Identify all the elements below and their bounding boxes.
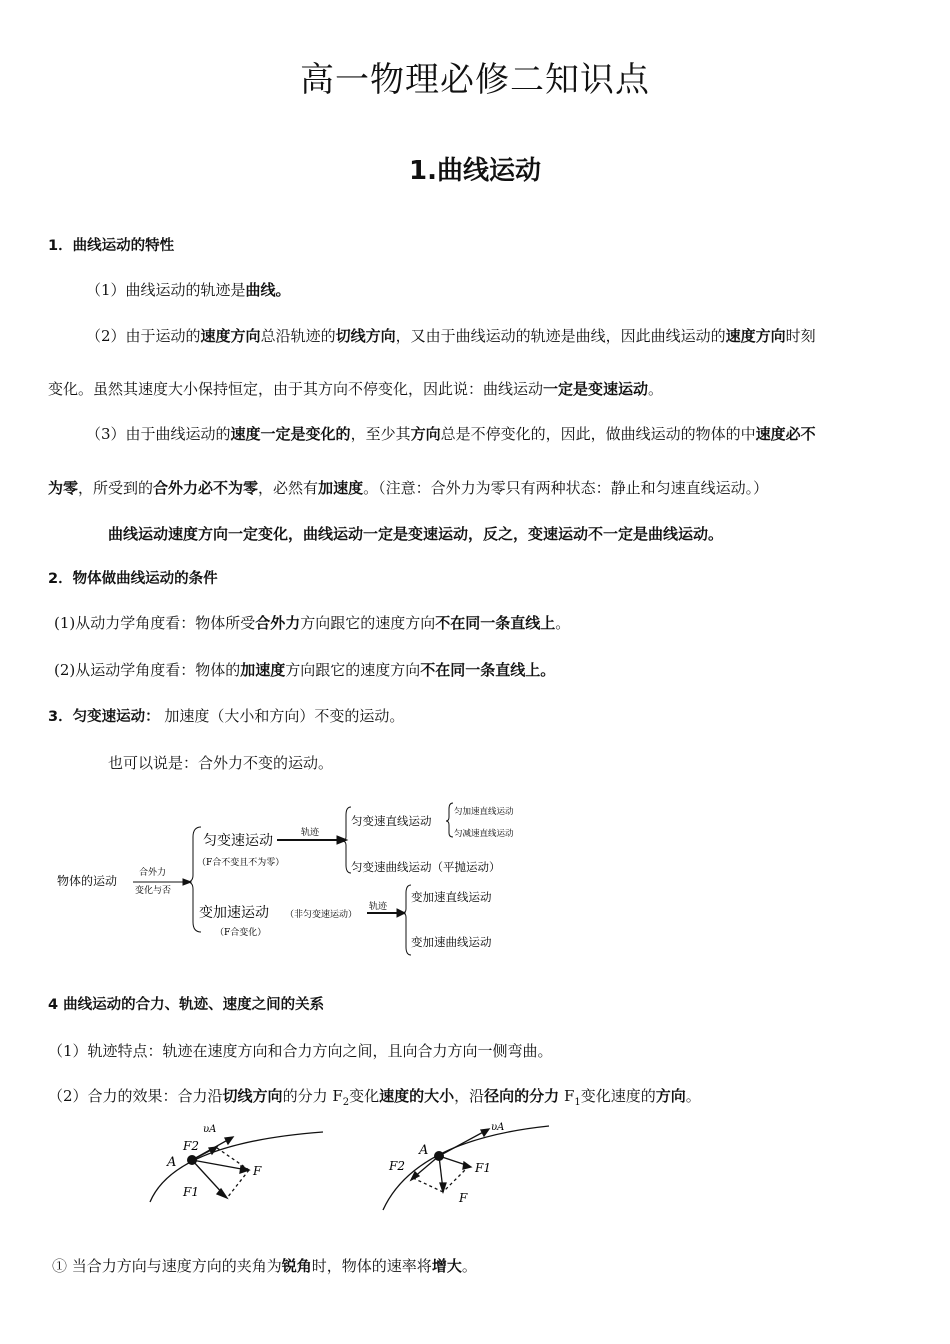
section-3-line-2: 也可以说是：合外力不变的运动。	[108, 754, 334, 772]
s2-item-1	[54, 612, 570, 633]
text: 。	[461, 1257, 477, 1275]
tree-nonuniform-arrow: 轨迹	[369, 902, 388, 912]
emphasis: 方向	[410, 425, 441, 443]
emphasis: 加速度	[318, 479, 364, 497]
tree-uniform: 匀变速运动	[203, 833, 273, 849]
s4-item-2	[48, 1085, 701, 1108]
label-a: A	[167, 1155, 177, 1170]
tree-nonuniform-note: （非匀变速运动）	[285, 910, 358, 920]
tree-uniform-note: （F合不变且不为零）	[197, 858, 285, 868]
force-diagram-obtuse	[375, 1118, 555, 1213]
emphasis: 径向的分力	[484, 1087, 560, 1105]
text: （1）曲线运动的轨迹是	[86, 281, 246, 299]
text: ，必然有	[258, 479, 319, 497]
text: 。	[555, 614, 571, 632]
label-f1: F1	[475, 1161, 491, 1175]
label-f: F	[253, 1164, 262, 1178]
emphasis: 一定是变速运动	[543, 380, 649, 398]
tree-n-curve: 变加速曲线运动	[411, 935, 492, 949]
text: 变化	[349, 1087, 380, 1105]
page-title: 高一物理必修二知识点	[300, 60, 650, 100]
section-4-heading: 4 曲线运动的合力、轨迹、速度之间的关系	[48, 997, 325, 1013]
motion-classification-tree	[55, 797, 545, 962]
emphasis: 合外力必不为零	[153, 479, 259, 497]
emphasis: 速度方向	[725, 327, 786, 345]
label-f2: F2	[183, 1139, 199, 1153]
emphasis: 不在同一条直线上	[435, 614, 556, 632]
tree-uniform-arrow: 轨迹	[301, 828, 320, 838]
s1-paragraph-3-line-1	[86, 423, 816, 444]
text: ，所受到的	[78, 479, 154, 497]
point-a-dot	[434, 1151, 444, 1161]
emphasis: 曲线。	[245, 281, 291, 299]
label-f: F	[459, 1191, 468, 1205]
text: 。	[685, 1087, 701, 1105]
emphasis: 速度一定是变化的	[230, 425, 351, 443]
s4-item-1: （1）轨迹特点：轨迹在速度方向和合力方向之间，且向合力方向一侧弯曲。	[48, 1042, 553, 1060]
text: 加速度（大小和方向）不变的运动。	[159, 707, 405, 725]
emphasis: 增大	[431, 1257, 462, 1275]
s1-paragraph-2-line-1	[86, 325, 816, 346]
s1-paragraph-1	[86, 279, 291, 300]
emphasis: 锐角	[281, 1257, 312, 1275]
emphasis: 切线方向	[335, 327, 396, 345]
subscript: 2	[342, 1097, 350, 1108]
point-a-dot	[187, 1155, 197, 1165]
text: ① 当合力方向与速度方向的夹角为	[52, 1257, 282, 1275]
text: （2）由于运动的	[86, 327, 201, 345]
emphasis: 不在同一条直线上。	[420, 661, 556, 679]
s1-paragraph-3-line-2	[48, 477, 768, 498]
text: ，至少其	[350, 425, 411, 443]
text: （3）由于曲线运动的	[86, 425, 231, 443]
text: 总沿轨迹的	[260, 327, 336, 345]
text: 时，物体的速率将	[311, 1257, 432, 1275]
label-f1: F1	[183, 1185, 199, 1199]
label-va: υA	[203, 1124, 217, 1135]
emphasis: 加速度	[240, 661, 286, 679]
tree-arrow-top: 合外力	[139, 868, 167, 878]
label-f2: F2	[389, 1159, 405, 1173]
tree-nonuniform: 变加速运动	[199, 905, 269, 921]
text: 方向跟它的速度方向	[300, 614, 436, 632]
label-va: υA	[491, 1122, 505, 1133]
text: 。	[648, 380, 664, 398]
text: F	[559, 1087, 575, 1105]
tree-u-line-b: 匀减速直线运动	[454, 829, 514, 839]
tree-root: 物体的运动	[57, 874, 118, 888]
label-a: A	[419, 1143, 429, 1158]
tree-u-line: 匀变速直线运动	[351, 814, 432, 828]
tree-nonuniform-note-2: （F合变化）	[215, 928, 267, 938]
text: ，又由于曲线运动的轨迹是曲线，因此曲线运动的	[395, 327, 726, 345]
text: (2)从运动学角度看：物体的	[54, 661, 241, 679]
tree-arrow-bottom: 变化与否	[135, 886, 172, 896]
tree-u-line-a: 匀加速直线运动	[454, 807, 514, 817]
text: （2）合力的效果：合力沿	[48, 1087, 223, 1105]
section-3-line	[48, 705, 404, 726]
text: 方向跟它的速度方向	[285, 661, 421, 679]
text: 。（注意：合外力为零只有两种状态：静止和匀速直线运动。）	[363, 479, 769, 497]
text: ，沿	[454, 1087, 485, 1105]
emphasis: 速度的大小	[379, 1087, 455, 1105]
section-1-heading: 1．曲线运动的特性	[48, 238, 175, 254]
section-2-heading: 2．物体做曲线运动的条件	[48, 571, 218, 587]
emphasis: 合外力	[255, 614, 301, 632]
tree-n-line: 变加速直线运动	[411, 890, 492, 904]
emphasis: 速度方向	[200, 327, 261, 345]
text: 的分力 F	[282, 1087, 343, 1105]
section-3-heading: 3．匀变速运动：	[48, 709, 160, 725]
force-diagram-acute	[145, 1118, 330, 1208]
subscript: 1	[574, 1097, 581, 1108]
text: (1)从动力学角度看：物体所受	[54, 614, 256, 632]
s4-item-3	[52, 1255, 477, 1276]
s1-paragraph-2-line-2	[48, 378, 663, 399]
emphasis: 切线方向	[222, 1087, 283, 1105]
chapter-title: 1.曲线运动	[409, 156, 541, 186]
s1-summary: 曲线运动速度方向一定变化，曲线运动一定是变速运动，反之，变速运动不一定是曲线运动。	[108, 525, 724, 543]
s2-item-2	[54, 659, 555, 680]
emphasis: 为零	[48, 479, 79, 497]
emphasis: 速度必不	[755, 425, 816, 443]
text: 变化。虽然其速度大小保持恒定，由于其方向不停变化，因此说：曲线运动	[48, 380, 544, 398]
tree-u-curve: 匀变速曲线运动（平抛运动）	[351, 860, 501, 874]
text: 时刻	[785, 327, 816, 345]
emphasis: 方向	[655, 1087, 686, 1105]
text: 总是不停变化的，因此，做曲线运动的物体的中	[440, 425, 756, 443]
text: 变化速度的	[580, 1087, 656, 1105]
